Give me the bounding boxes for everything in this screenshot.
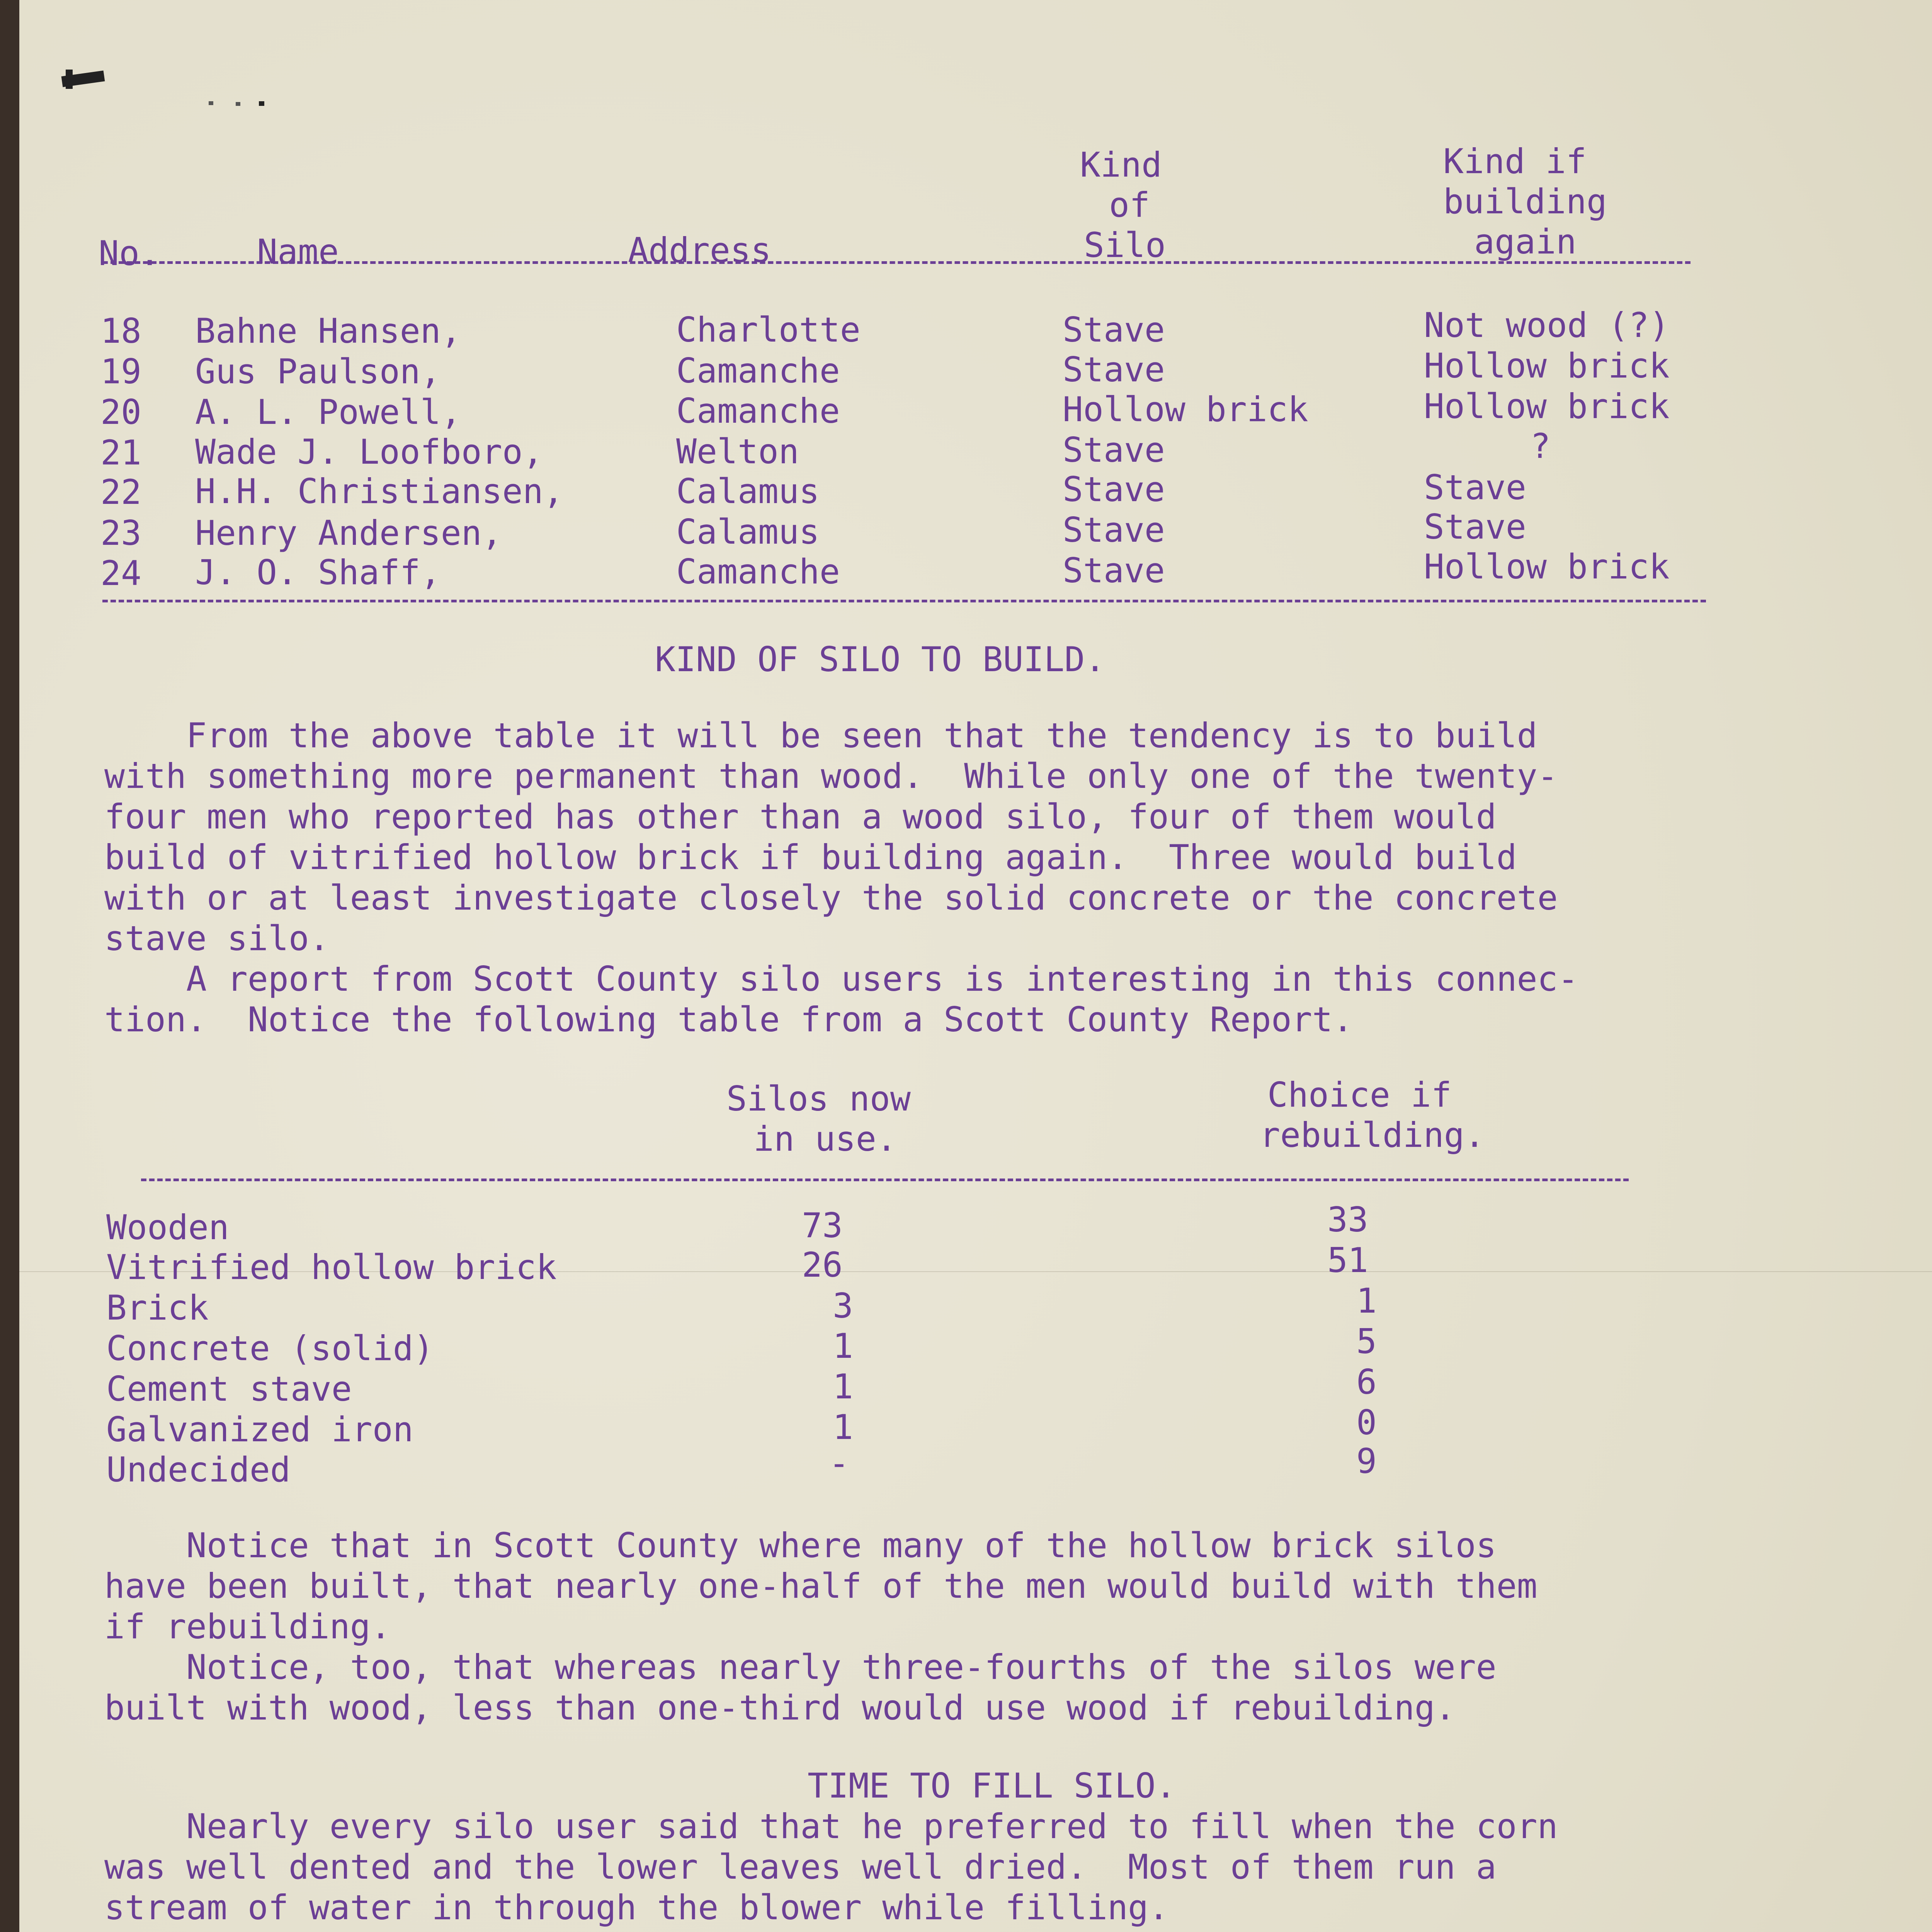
para-line: stream of water in through the blower while filling. bbox=[104, 1888, 1169, 1927]
header-kind-of-silo-2: of bbox=[1109, 185, 1150, 225]
para-line: build of vitrified hollow brick if building again. Three would build bbox=[104, 837, 1517, 877]
scott-row-type: Galvanized iron bbox=[106, 1410, 413, 1449]
row-address: Camanche bbox=[676, 552, 840, 592]
para-line: A report from Scott County silo users is interesting in this connec- bbox=[104, 959, 1578, 999]
row-name: J. O. Shaff, bbox=[195, 553, 441, 592]
scott-row-now: 26 bbox=[802, 1245, 843, 1285]
scott-row-type: Undecided bbox=[106, 1450, 291, 1490]
para-line: was well dented and the lower leaves well dried. Most of them run a bbox=[104, 1847, 1497, 1887]
row-again: ? bbox=[1530, 426, 1551, 466]
para-line: Notice that in Scott County where many of the hollow brick silos bbox=[104, 1526, 1497, 1565]
scott-row-type: Concrete (solid) bbox=[106, 1328, 434, 1368]
row-no: 20 bbox=[100, 392, 141, 432]
header-kind-if-again-2: building bbox=[1443, 182, 1607, 221]
header-kind-of-silo-3: Silo bbox=[1084, 225, 1166, 265]
row-address: Charlotte bbox=[676, 310, 861, 350]
scott-row-type: Vitrified hollow brick bbox=[106, 1247, 557, 1287]
para-line: if rebuilding. bbox=[104, 1607, 391, 1646]
row-name: A. L. Powell, bbox=[195, 392, 461, 432]
para-line: with something more permanent than wood. While only one of the twenty- bbox=[104, 756, 1558, 796]
para-line: From the above table it will be seen that the tendency is to build bbox=[104, 716, 1537, 755]
scott-row-choice: 1 bbox=[1356, 1281, 1377, 1321]
scott-row-now: 3 bbox=[833, 1286, 853, 1326]
row-name: Gus Paulson, bbox=[195, 352, 441, 391]
para-line: tion. Notice the following table from a Scott County Report. bbox=[104, 1000, 1353, 1039]
row-kind: Stave bbox=[1063, 310, 1165, 350]
row-no: 19 bbox=[100, 352, 141, 391]
row-address: Camanche bbox=[676, 351, 840, 391]
para-line: Notice, too, that whereas nearly three-fourths of the silos were bbox=[104, 1647, 1497, 1687]
row-name: H.H. Christiansen, bbox=[195, 471, 564, 511]
row-kind: Stave bbox=[1063, 551, 1165, 590]
ink-dot bbox=[236, 102, 240, 106]
header-kind-if-again-3: again bbox=[1474, 222, 1577, 262]
scott-row-choice: 51 bbox=[1327, 1240, 1368, 1280]
scott-header-rule bbox=[141, 1179, 1629, 1181]
row-address: Calamus bbox=[676, 471, 820, 511]
row-no: 21 bbox=[100, 433, 141, 473]
document-page bbox=[19, 0, 1932, 1932]
header-silos-now-2: in use. bbox=[753, 1119, 897, 1159]
row-kind: Hollow brick bbox=[1063, 389, 1308, 429]
row-no: 23 bbox=[100, 513, 141, 553]
para-line: with or at least investigate closely the solid concrete or the concrete bbox=[104, 878, 1558, 918]
scott-row-now: 1 bbox=[833, 1407, 853, 1447]
row-again: Stave bbox=[1424, 468, 1526, 507]
header-no: No. bbox=[99, 233, 160, 273]
para-line: four men who reported has other than a wood silo, four of them would bbox=[104, 797, 1497, 837]
row-again: Not wood (?) bbox=[1424, 305, 1670, 345]
header-kind-of-silo-1: Kind bbox=[1080, 145, 1162, 185]
scott-row-choice: 33 bbox=[1327, 1200, 1368, 1240]
ink-mark bbox=[66, 70, 73, 89]
header-rule bbox=[102, 261, 1690, 264]
para-line: Nearly every silo user said that he preferred to fill when the corn bbox=[104, 1806, 1558, 1846]
header-name: Name bbox=[257, 232, 339, 272]
scott-row-type: Wooden bbox=[106, 1208, 229, 1247]
scott-row-type: Brick bbox=[106, 1288, 209, 1328]
para-line: have been built, that nearly one-half of the men would build with them bbox=[104, 1566, 1537, 1606]
para-line: stave silo. bbox=[104, 918, 330, 958]
scott-row-type: Cement stave bbox=[106, 1369, 352, 1409]
scott-row-choice: 9 bbox=[1356, 1441, 1377, 1481]
header-choice-1: Choice if bbox=[1267, 1075, 1452, 1115]
header-address: Address bbox=[628, 230, 771, 270]
section-heading-time: TIME TO FILL SILO. bbox=[808, 1766, 1176, 1806]
section-heading-kind: KIND OF SILO TO BUILD. bbox=[655, 639, 1105, 679]
row-again: Stave bbox=[1424, 507, 1526, 547]
row-name: Wade J. Loofboro, bbox=[195, 432, 543, 472]
row-name: Henry Andersen, bbox=[195, 513, 502, 553]
row-no: 18 bbox=[100, 311, 141, 351]
ink-dot bbox=[259, 101, 264, 106]
header-choice-2: rebuilding. bbox=[1260, 1115, 1485, 1155]
scott-row-choice: 0 bbox=[1356, 1403, 1377, 1442]
row-kind: Stave bbox=[1063, 469, 1165, 509]
ink-dot bbox=[209, 101, 213, 105]
row-kind: Stave bbox=[1063, 510, 1165, 550]
scott-row-now: 1 bbox=[833, 1326, 853, 1366]
table-bottom-rule bbox=[102, 600, 1706, 602]
scott-row-now: - bbox=[829, 1443, 849, 1483]
row-address: Calamus bbox=[676, 512, 820, 552]
row-no: 22 bbox=[100, 472, 141, 512]
para-line: built with wood, less than one-third would use wood if rebuilding. bbox=[104, 1688, 1456, 1728]
row-kind: Stave bbox=[1063, 430, 1165, 470]
row-again: Hollow brick bbox=[1424, 346, 1670, 386]
scott-row-now: 1 bbox=[833, 1367, 853, 1406]
row-again: Hollow brick bbox=[1424, 386, 1670, 426]
scott-row-now: 73 bbox=[802, 1206, 843, 1245]
row-no: 24 bbox=[100, 553, 141, 593]
row-address: Welton bbox=[676, 432, 799, 471]
scott-row-choice: 6 bbox=[1356, 1362, 1377, 1402]
row-address: Camanche bbox=[676, 391, 840, 431]
scott-row-choice: 5 bbox=[1356, 1321, 1377, 1361]
header-silos-now-1: Silos now bbox=[726, 1079, 911, 1119]
row-kind: Stave bbox=[1063, 350, 1165, 389]
header-kind-if-again-1: Kind if bbox=[1443, 141, 1587, 181]
row-again: Hollow brick bbox=[1424, 547, 1670, 587]
row-name: Bahne Hansen, bbox=[195, 311, 461, 351]
